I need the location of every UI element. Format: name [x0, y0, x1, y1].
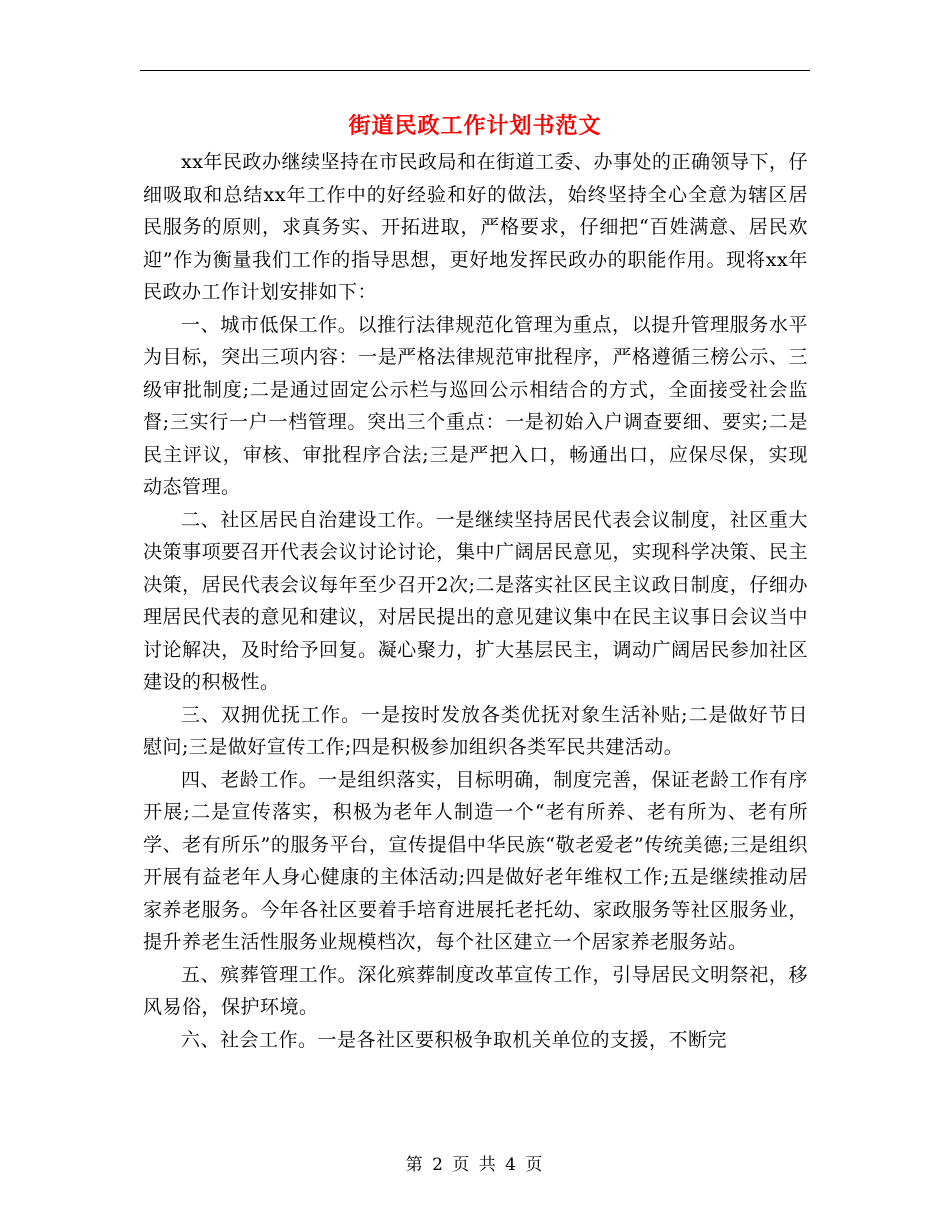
paragraph-section-2: 二、社区居民自治建设工作。一是继续坚持居民代表会议制度，社区重大决策事项要召开代表会议讨论讨论，集中广阔居民意见，实现科学决策、民主决策，居民代表会议每年至少召开2次;二是落实社区民主议政日制度，仔细办理居民代表的意见和建议，对居民提出的意见建议集中在民主议事日会议当中讨论解决，及时给予回复。凝心聚力，扩大基层民主，调动广阔居民参加社区建设的积极性。 — [143, 508, 808, 693]
document-title: 街道民政工作计划书范文 — [348, 113, 602, 139]
header-rule — [140, 70, 810, 71]
document-body — [143, 146, 808, 1056]
paragraph-section-5: 五、殡葬管理工作。深化殡葬制度改革宣传工作，引导居民文明祭祀，移风易俗，保护环境。 — [143, 963, 808, 1018]
paragraph-intro: xx年民政办继续坚持在市民政局和在街道工委、办事处的正确领导下，仔细吸取和总结xx年工作中的好经验和好的做法，始终坚持全心全意为辖区居民服务的原则，求真务实、开拓进取，严格要求，仔细把“百姓满意、居民欢迎”作为衡量我们工作的指导思想，更好地发挥民政办的职能作用。现将xx年民政办工作计划安排如下： — [143, 151, 808, 303]
paragraph-section-1: 一、城市低保工作。以推行法律规范化管理为重点，以提升管理服务水平为目标，突出三项内容：一是严格法律规范审批程序，严格遵循三榜公示、三级审批制度;二是通过固定公示栏与巡回公示相结合的方式，全面接受社会监督;三实行一户一档管理。突出三个重点：一是初始入户调查要细、要实;二是民主评议，审核、审批程序合法;三是严把入口，畅通出口，应保尽保，实现动态管理。 — [143, 313, 808, 498]
page-number: 第 2 页 共 4 页 — [405, 1155, 545, 1175]
paragraph-section-3: 三、双拥优抚工作。一是按时发放各类优抚对象生活补贴;二是做好节日慰问;三是做好宣传工作;四是积极参加组织各类军民共建活动。 — [143, 703, 808, 758]
paragraph-section-6: 六、社会工作。一是各社区要积极争取机关单位的支援，不断完 — [181, 1028, 728, 1051]
paragraph-section-4: 四、老龄工作。一是组织落实，目标明确，制度完善，保证老龄工作有序开展;二是宣传落实，积极为老年人制造一个“老有所养、老有所为、老有所学、老有所乐”的服务平台，宣传提倡中华民族“敬老爱老”传统美德;三是组织开展有益老年人身心健康的主体活动;四是做好老年维权工作;五是继续推动居家养老服务。今年各社区要着手培育进展托老托幼、家政服务等社区服务业，提升养老生活性服务业规模档次，每个社区建立一个居家养老服务站。 — [143, 768, 808, 953]
